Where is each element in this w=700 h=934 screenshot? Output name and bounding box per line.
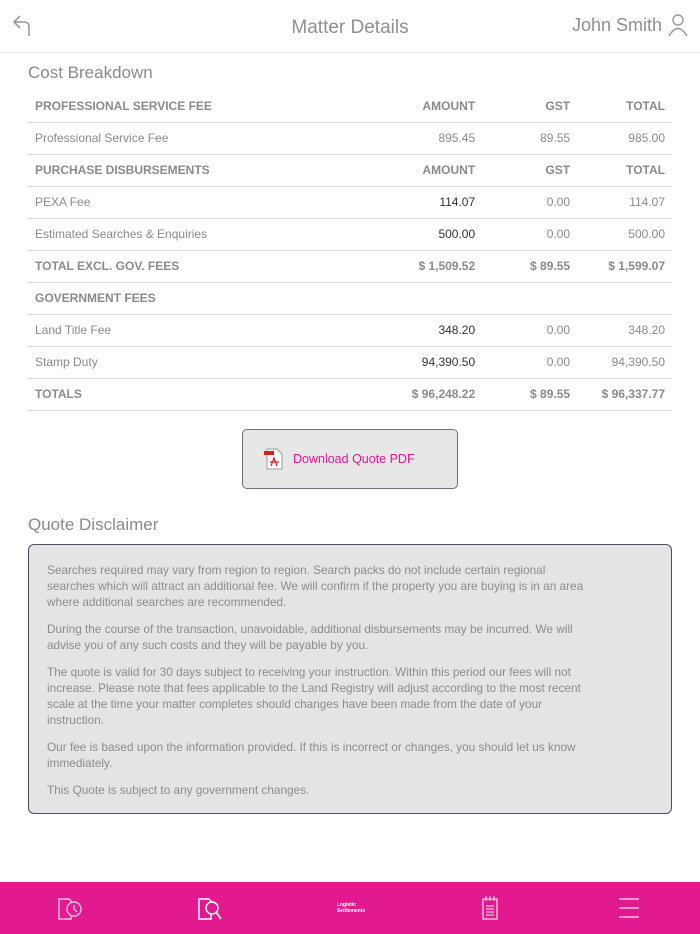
disclaimer-heading: Quote Disclaimer bbox=[28, 515, 159, 534]
download-label: Download Quote PDF bbox=[293, 452, 415, 466]
cost-breakdown-heading: Cost Breakdown bbox=[28, 63, 153, 82]
cell-total: 94,390.50 bbox=[577, 346, 672, 378]
cell-amount: 114.07 bbox=[398, 186, 482, 218]
cell-label: PROFESSIONAL SERVICE FEE bbox=[28, 90, 398, 122]
cost-table bbox=[28, 90, 672, 411]
user-menu[interactable] bbox=[572, 13, 688, 37]
cell-gst bbox=[482, 282, 577, 314]
disclaimer-paragraph: During the course of the transaction, unavoidable, additional disbursements may be incurred. We will advise you of any such costs and they will be payable by you. bbox=[47, 622, 573, 652]
bottom-nav bbox=[0, 882, 700, 934]
hamburger-menu-icon bbox=[618, 897, 640, 919]
disclaimer-box bbox=[28, 544, 672, 814]
cell-amount: 94,390.50 bbox=[398, 346, 482, 378]
table-total-row bbox=[28, 378, 672, 410]
document-search-icon bbox=[196, 895, 224, 921]
cell-total: $ 96,337.77 bbox=[577, 378, 672, 410]
nav-search[interactable] bbox=[195, 894, 225, 922]
cell-label: TOTAL EXCL. GOV. FEES bbox=[28, 250, 398, 282]
disclaimer-paragraph: Searches required may vary from region to region. Search packs do not include certain regional searches which will attract an additional fee. We will confirm if the property you are buying is in an area where additional searches are recommended. bbox=[47, 563, 584, 609]
download-quote-pdf-button[interactable] bbox=[242, 429, 458, 489]
cell-amount: AMOUNT bbox=[398, 154, 482, 186]
disclaimer-paragraph: This Quote is subject to any government changes. bbox=[47, 783, 310, 797]
cell-amount: 895.45 bbox=[398, 122, 482, 154]
cell-label: GOVERNMENT FEES bbox=[28, 282, 398, 314]
cell-total: 114.07 bbox=[577, 186, 672, 218]
logo-line1: Logistic bbox=[336, 902, 356, 908]
cell-gst: 0.00 bbox=[482, 346, 577, 378]
disclaimer-paragraph: The quote is valid for 30 days subject to receiving your instruction. Within this period our fees will not increase. Please note that fees applicable to the Land Registry will adjust according to the most recent scale at the time your matter completes should changes have been made from the date of your instruction. bbox=[47, 665, 581, 727]
table-total-row bbox=[28, 250, 672, 282]
logo bbox=[337, 902, 365, 914]
table-row bbox=[28, 122, 672, 154]
table-section-header bbox=[28, 90, 672, 122]
cell-total: 348.20 bbox=[577, 314, 672, 346]
cell-label: TOTALS bbox=[28, 378, 398, 410]
cell-gst: GST bbox=[482, 90, 577, 122]
cell-total: 500.00 bbox=[577, 218, 672, 250]
cell-total: TOTAL bbox=[577, 154, 672, 186]
cell-gst: GST bbox=[482, 154, 577, 186]
cell-label: Professional Service Fee bbox=[28, 122, 398, 154]
cell-total: 985.00 bbox=[577, 122, 672, 154]
cell-gst: 0.00 bbox=[482, 186, 577, 218]
cell-total: TOTAL bbox=[577, 90, 672, 122]
table-row bbox=[28, 218, 672, 250]
notepad-icon bbox=[480, 895, 500, 921]
user-icon bbox=[668, 13, 688, 37]
table-row bbox=[28, 346, 672, 378]
disclaimer-paragraph: Our fee is based upon the information provided. If this is incorrect or changes, you should let us know immediately. bbox=[47, 740, 576, 770]
cell-amount: $ 96,248.22 bbox=[398, 378, 482, 410]
nav-history[interactable] bbox=[55, 894, 85, 922]
cell-label: Estimated Searches & Enquiries bbox=[28, 218, 398, 250]
cell-amount: AMOUNT bbox=[398, 90, 482, 122]
table-row bbox=[28, 314, 672, 346]
cell-amount: $ 1,509.52 bbox=[398, 250, 482, 282]
nav-notes[interactable] bbox=[475, 894, 505, 922]
cell-total: $ 1,599.07 bbox=[577, 250, 672, 282]
cell-gst: 0.00 bbox=[482, 314, 577, 346]
cell-label: PURCHASE DISBURSEMENTS bbox=[28, 154, 398, 186]
cell-amount bbox=[398, 282, 482, 314]
cell-gst: 89.55 bbox=[482, 122, 577, 154]
top-bar bbox=[0, 0, 700, 53]
nav-menu[interactable] bbox=[614, 894, 644, 922]
document-clock-icon bbox=[56, 895, 84, 921]
cell-label: Land Title Fee bbox=[28, 314, 398, 346]
table-section-header bbox=[28, 282, 672, 314]
cell-gst: $ 89.55 bbox=[482, 250, 577, 282]
pdf-icon bbox=[263, 447, 285, 471]
user-name: John Smith bbox=[571, 14, 662, 35]
cell-gst: 0.00 bbox=[482, 218, 577, 250]
cell-label: PEXA Fee bbox=[28, 186, 398, 218]
logo-line2: Settlements bbox=[336, 908, 366, 914]
cell-amount: 500.00 bbox=[398, 218, 482, 250]
table-row bbox=[28, 186, 672, 218]
nav-home-logo[interactable] bbox=[335, 894, 367, 922]
cell-amount: 348.20 bbox=[398, 314, 482, 346]
page-title: Matter Details bbox=[291, 17, 409, 38]
cell-total bbox=[577, 282, 672, 314]
cell-label: Stamp Duty bbox=[28, 346, 398, 378]
table-section-header bbox=[28, 154, 672, 186]
cell-gst: $ 89.55 bbox=[482, 378, 577, 410]
